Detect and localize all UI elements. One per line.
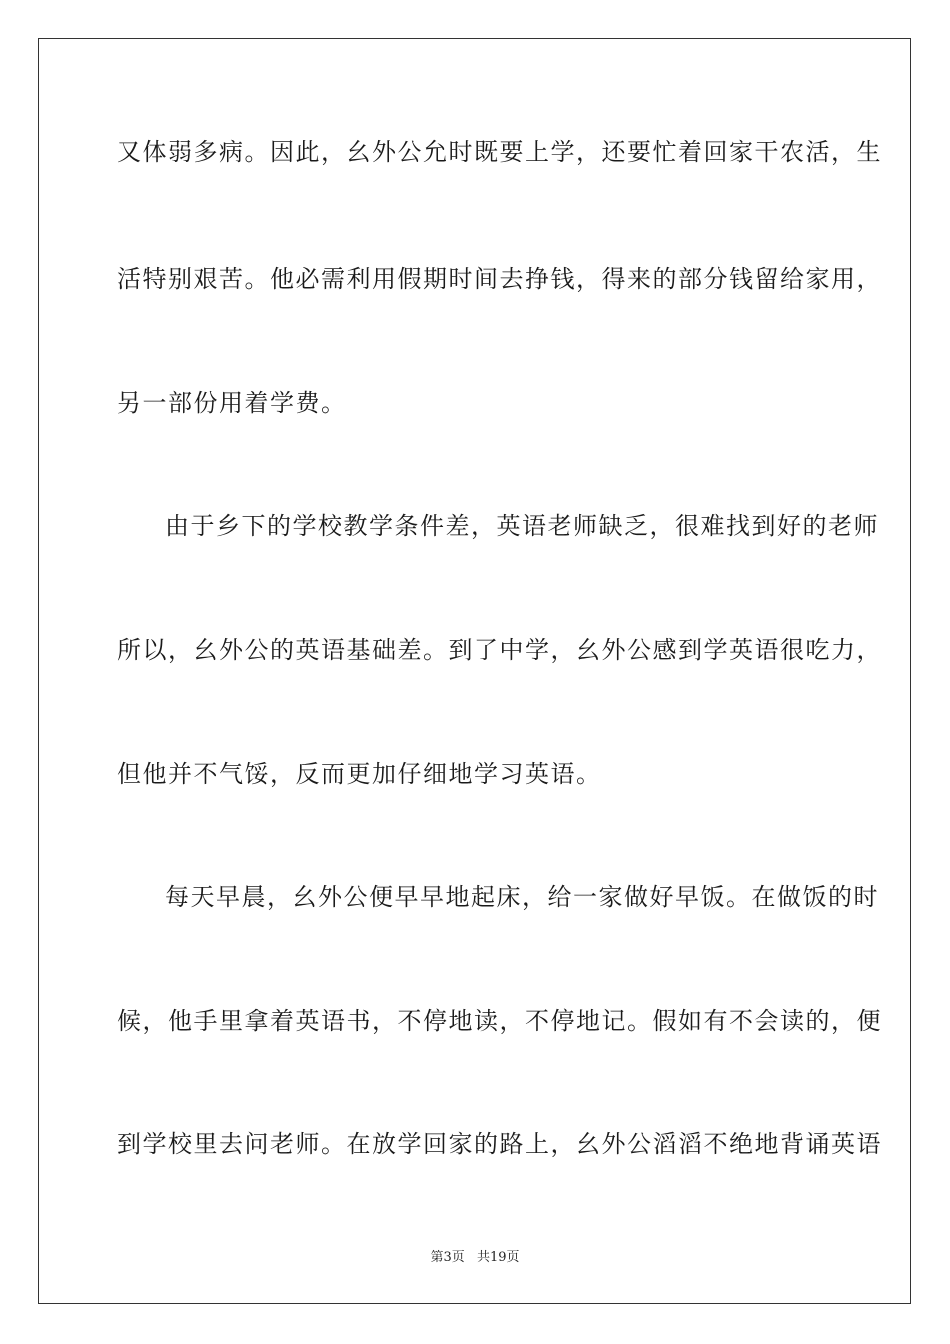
paragraph-start-line: 每天早晨，幺外公便早早地起床，给一家做好早饭。在做饭的时: [165, 883, 879, 911]
text-line: 到学校里去问老师。在放学回家的路上，幺外公滔滔不绝地背诵英语: [117, 1130, 882, 1158]
page-number: 第3页: [430, 1250, 465, 1265]
text-line: 所以，幺外公的英语基础差。到了中学，幺外公感到学英语很吃力，: [117, 636, 882, 664]
text-line: 候，他手里拿着英语书，不停地读，不停地记。假如有不会读的，便: [117, 1007, 882, 1035]
text-line: 又体弱多病。因此，幺外公允时既要上学，还要忙着回家干农活，生: [117, 138, 882, 166]
page-footer: [0, 1250, 950, 1266]
text-line: 活特别艰苦。他必需利用假期时间去挣钱，得来的部分钱留给家用，: [117, 265, 882, 293]
text-line: 另一部份用着学费。: [117, 389, 347, 417]
total-pages: 共19页: [476, 1250, 520, 1265]
page-border: [38, 38, 911, 1304]
paragraph-start-line: 由于乡下的学校教学条件差，英语老师缺乏，很难找到好的老师: [165, 512, 879, 540]
text-line: 但他并不气馁，反而更加仔细地学习英语。: [117, 760, 602, 788]
